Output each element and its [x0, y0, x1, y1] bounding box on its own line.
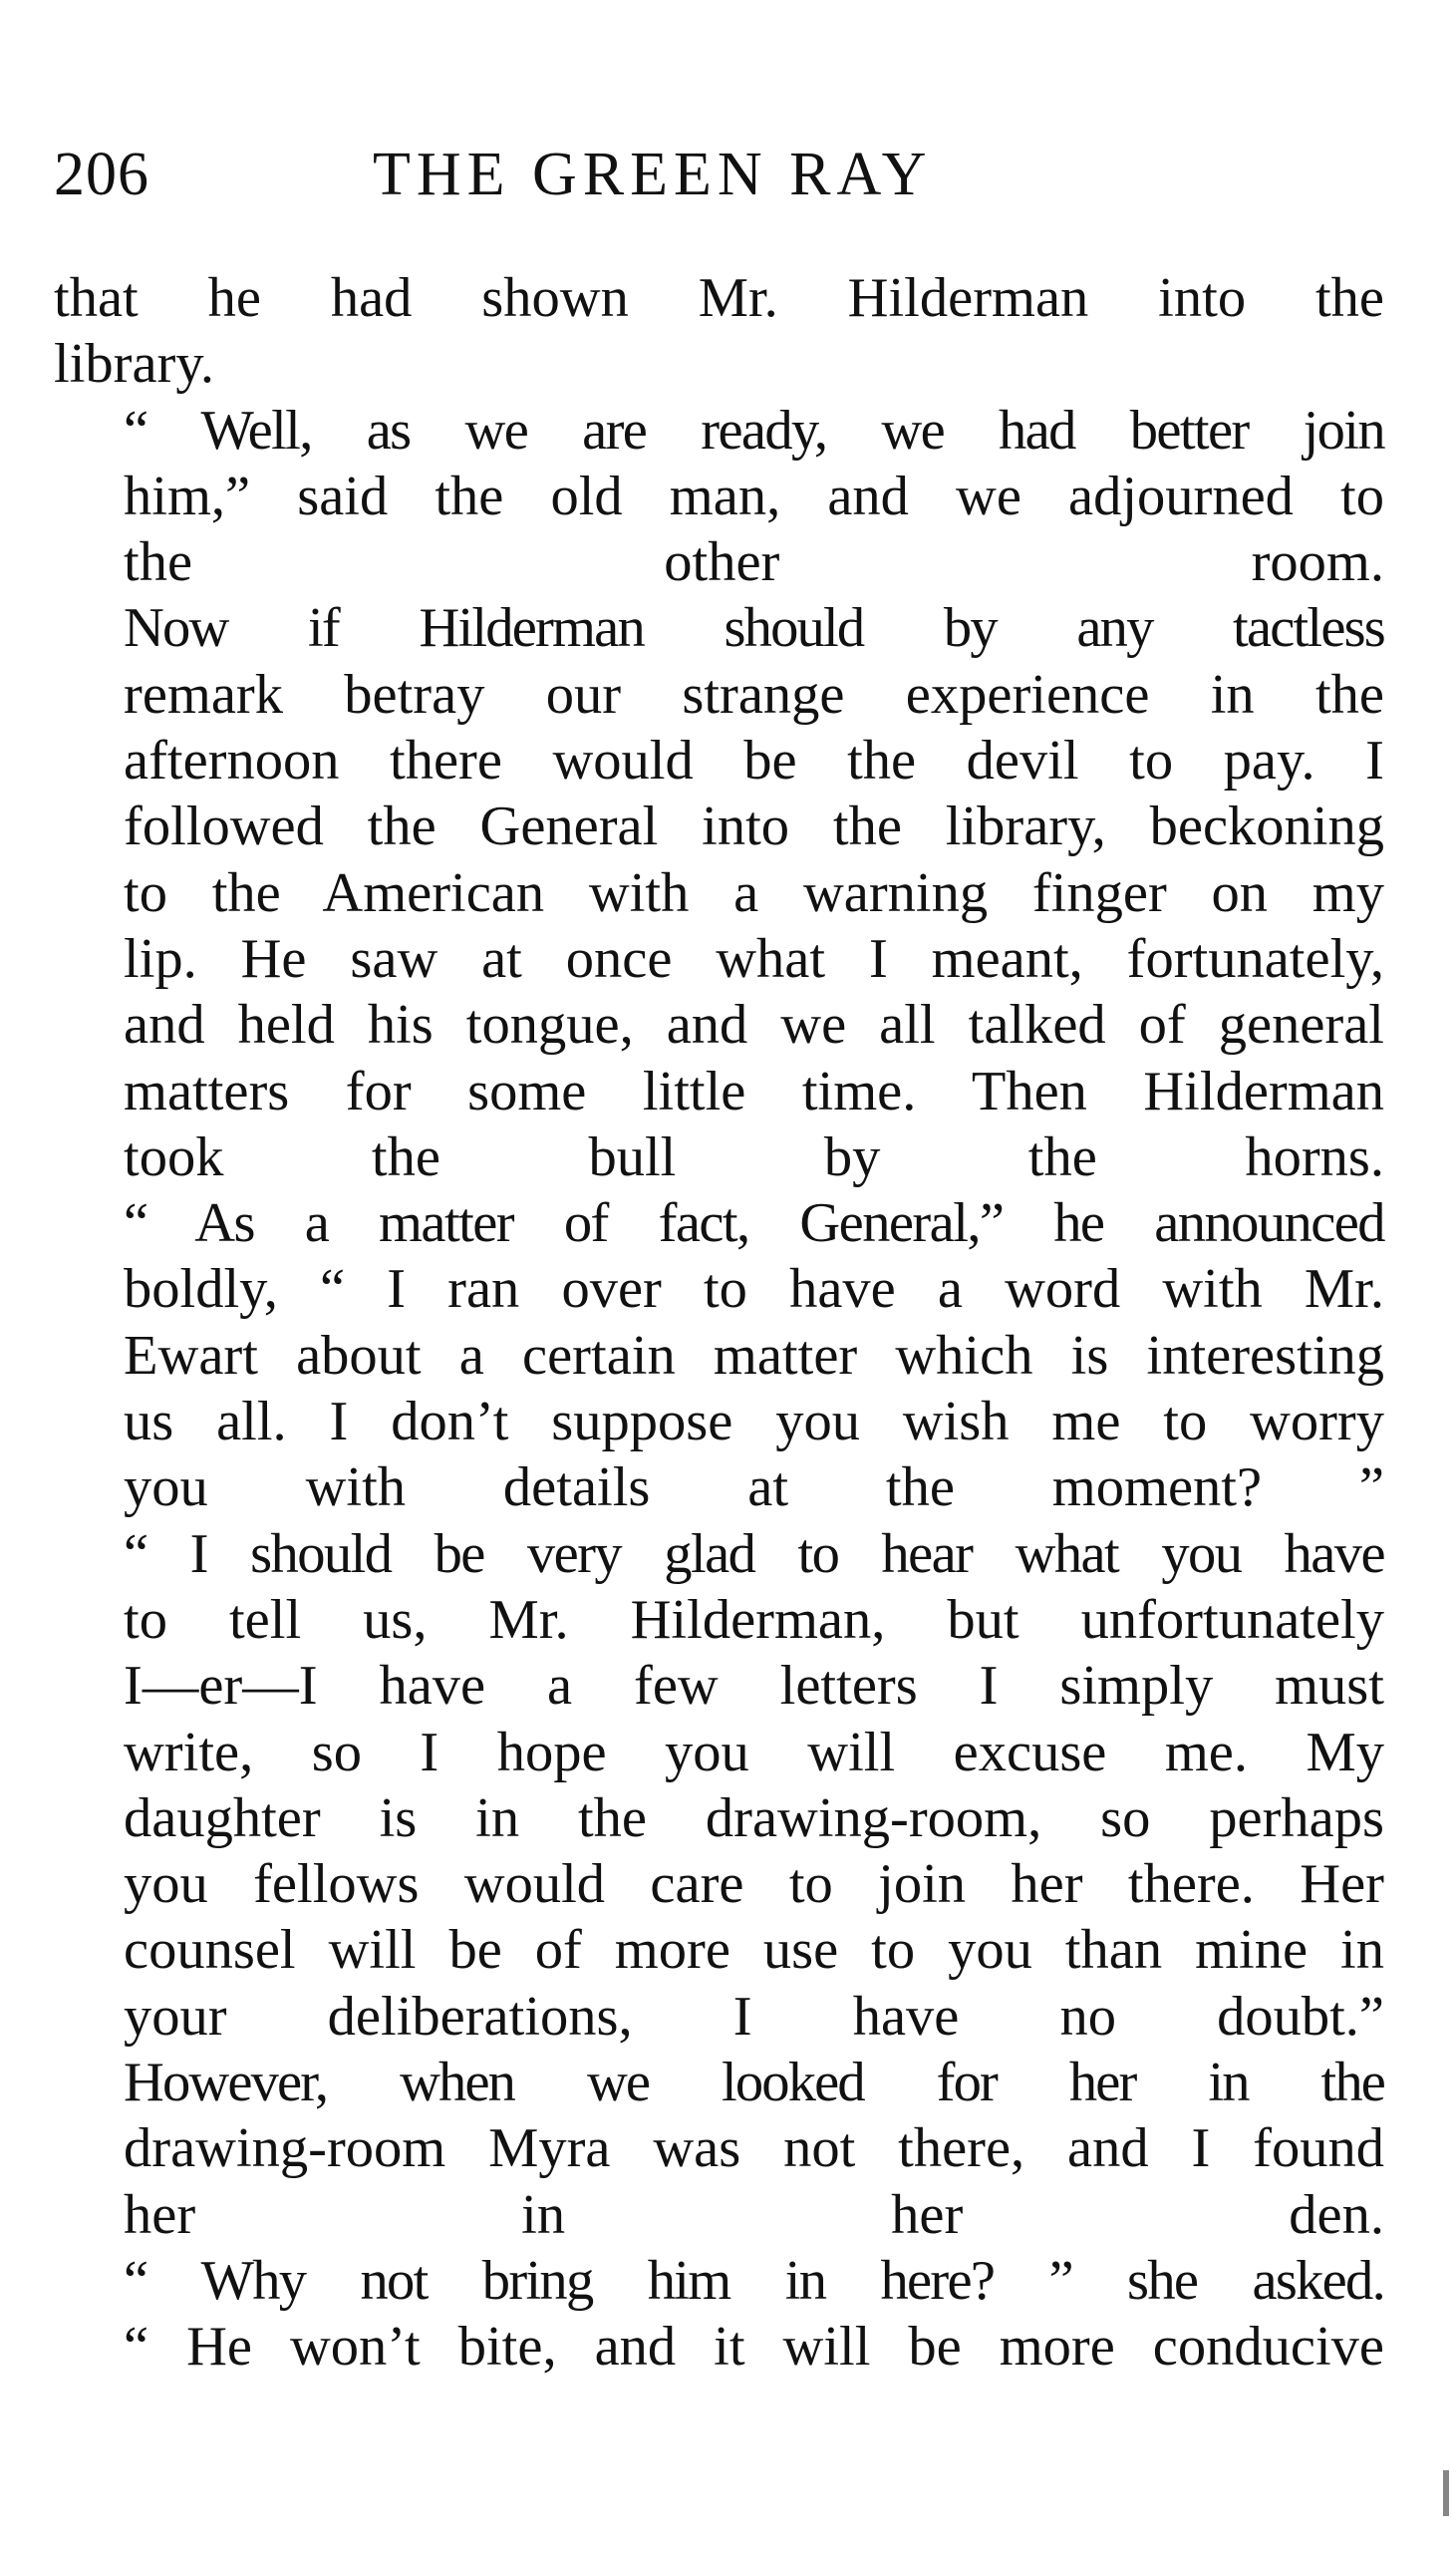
paragraph [54, 2248, 1384, 2381]
paragraph [54, 595, 1384, 1190]
text-line: However, when we looked for her in the [124, 2052, 1384, 2114]
text-line: boldly, “ I ran over to have a word with Mr. [124, 1258, 1384, 1321]
running-head [54, 120, 1384, 229]
text-line: him,” said the old man, and we adjourned to [124, 465, 1384, 527]
text-line: “ I should be very glad to hear what you have [124, 1522, 1384, 1585]
text-line: took the bull by the horns. [124, 1125, 1384, 1188]
paragraph [54, 398, 1384, 596]
text-line: library. [54, 333, 215, 396]
book-page [54, 120, 1384, 2381]
text-line: her in her den. [124, 2183, 1384, 2246]
text-line: us all. I don’t suppose you wish me to worry [124, 1391, 1384, 1453]
text-line: “ Why not bring him in here? ” she asked. [124, 2249, 1384, 2312]
paragraph [54, 1190, 1384, 1520]
text-line: lip. He saw at once what I meant, fortunately, [124, 927, 1384, 990]
page-number: 206 [54, 141, 149, 208]
text-line: I—er—I have a few letters I simply must [124, 1655, 1384, 1718]
text-line: drawing-room Myra was not there, and I found [124, 2117, 1384, 2180]
text-line: that he had shown Mr. Hilderman into the [54, 267, 1384, 329]
text-line: Ewart about a certain matter which is interesting [124, 1324, 1384, 1387]
paragraph [54, 2050, 1384, 2248]
text-line: counsel will be of more use to you than mine in [124, 1919, 1384, 1982]
text-line: you with details at the moment? ” [124, 1456, 1384, 1519]
text-line: to the American with a warning finger on my [124, 861, 1384, 924]
body-text [54, 265, 1384, 2381]
text-line: daughter is in the drawing-room, so perhaps [124, 1786, 1384, 1849]
text-line: remark betray our strange experience in the [124, 663, 1384, 726]
text-line: Now if Hilderman should by any tactless [124, 597, 1384, 660]
text-line: you fellows would care to join her there. Her [124, 1853, 1384, 1916]
text-line: to tell us, Mr. Hilderman, but unfortunately [124, 1588, 1384, 1651]
text-line: afternoon there would be the devil to pay. I [124, 730, 1384, 793]
text-line: matters for some little time. Then Hilderman [124, 1060, 1384, 1122]
text-line: “ As a matter of fact, General,” he announced [124, 1192, 1384, 1255]
text-line: followed the General into the library, beckoning [124, 796, 1384, 858]
text-line: “ He won’t bite, and it will be more conducive [124, 2316, 1384, 2379]
page-edge-mark [1443, 2470, 1449, 2516]
text-line: and held his tongue, and we all talked of general [124, 994, 1384, 1057]
paragraph [54, 265, 1384, 398]
text-line: write, so I hope you will excuse me. My [124, 1721, 1384, 1783]
book-title: THE GREEN RAY [373, 141, 933, 208]
text-line: “ Well, as we are ready, we had better join [124, 399, 1384, 462]
text-line: your deliberations, I have no doubt.” [124, 1985, 1384, 2048]
text-line: the other room. [124, 531, 1384, 594]
paragraph [54, 1521, 1384, 2050]
